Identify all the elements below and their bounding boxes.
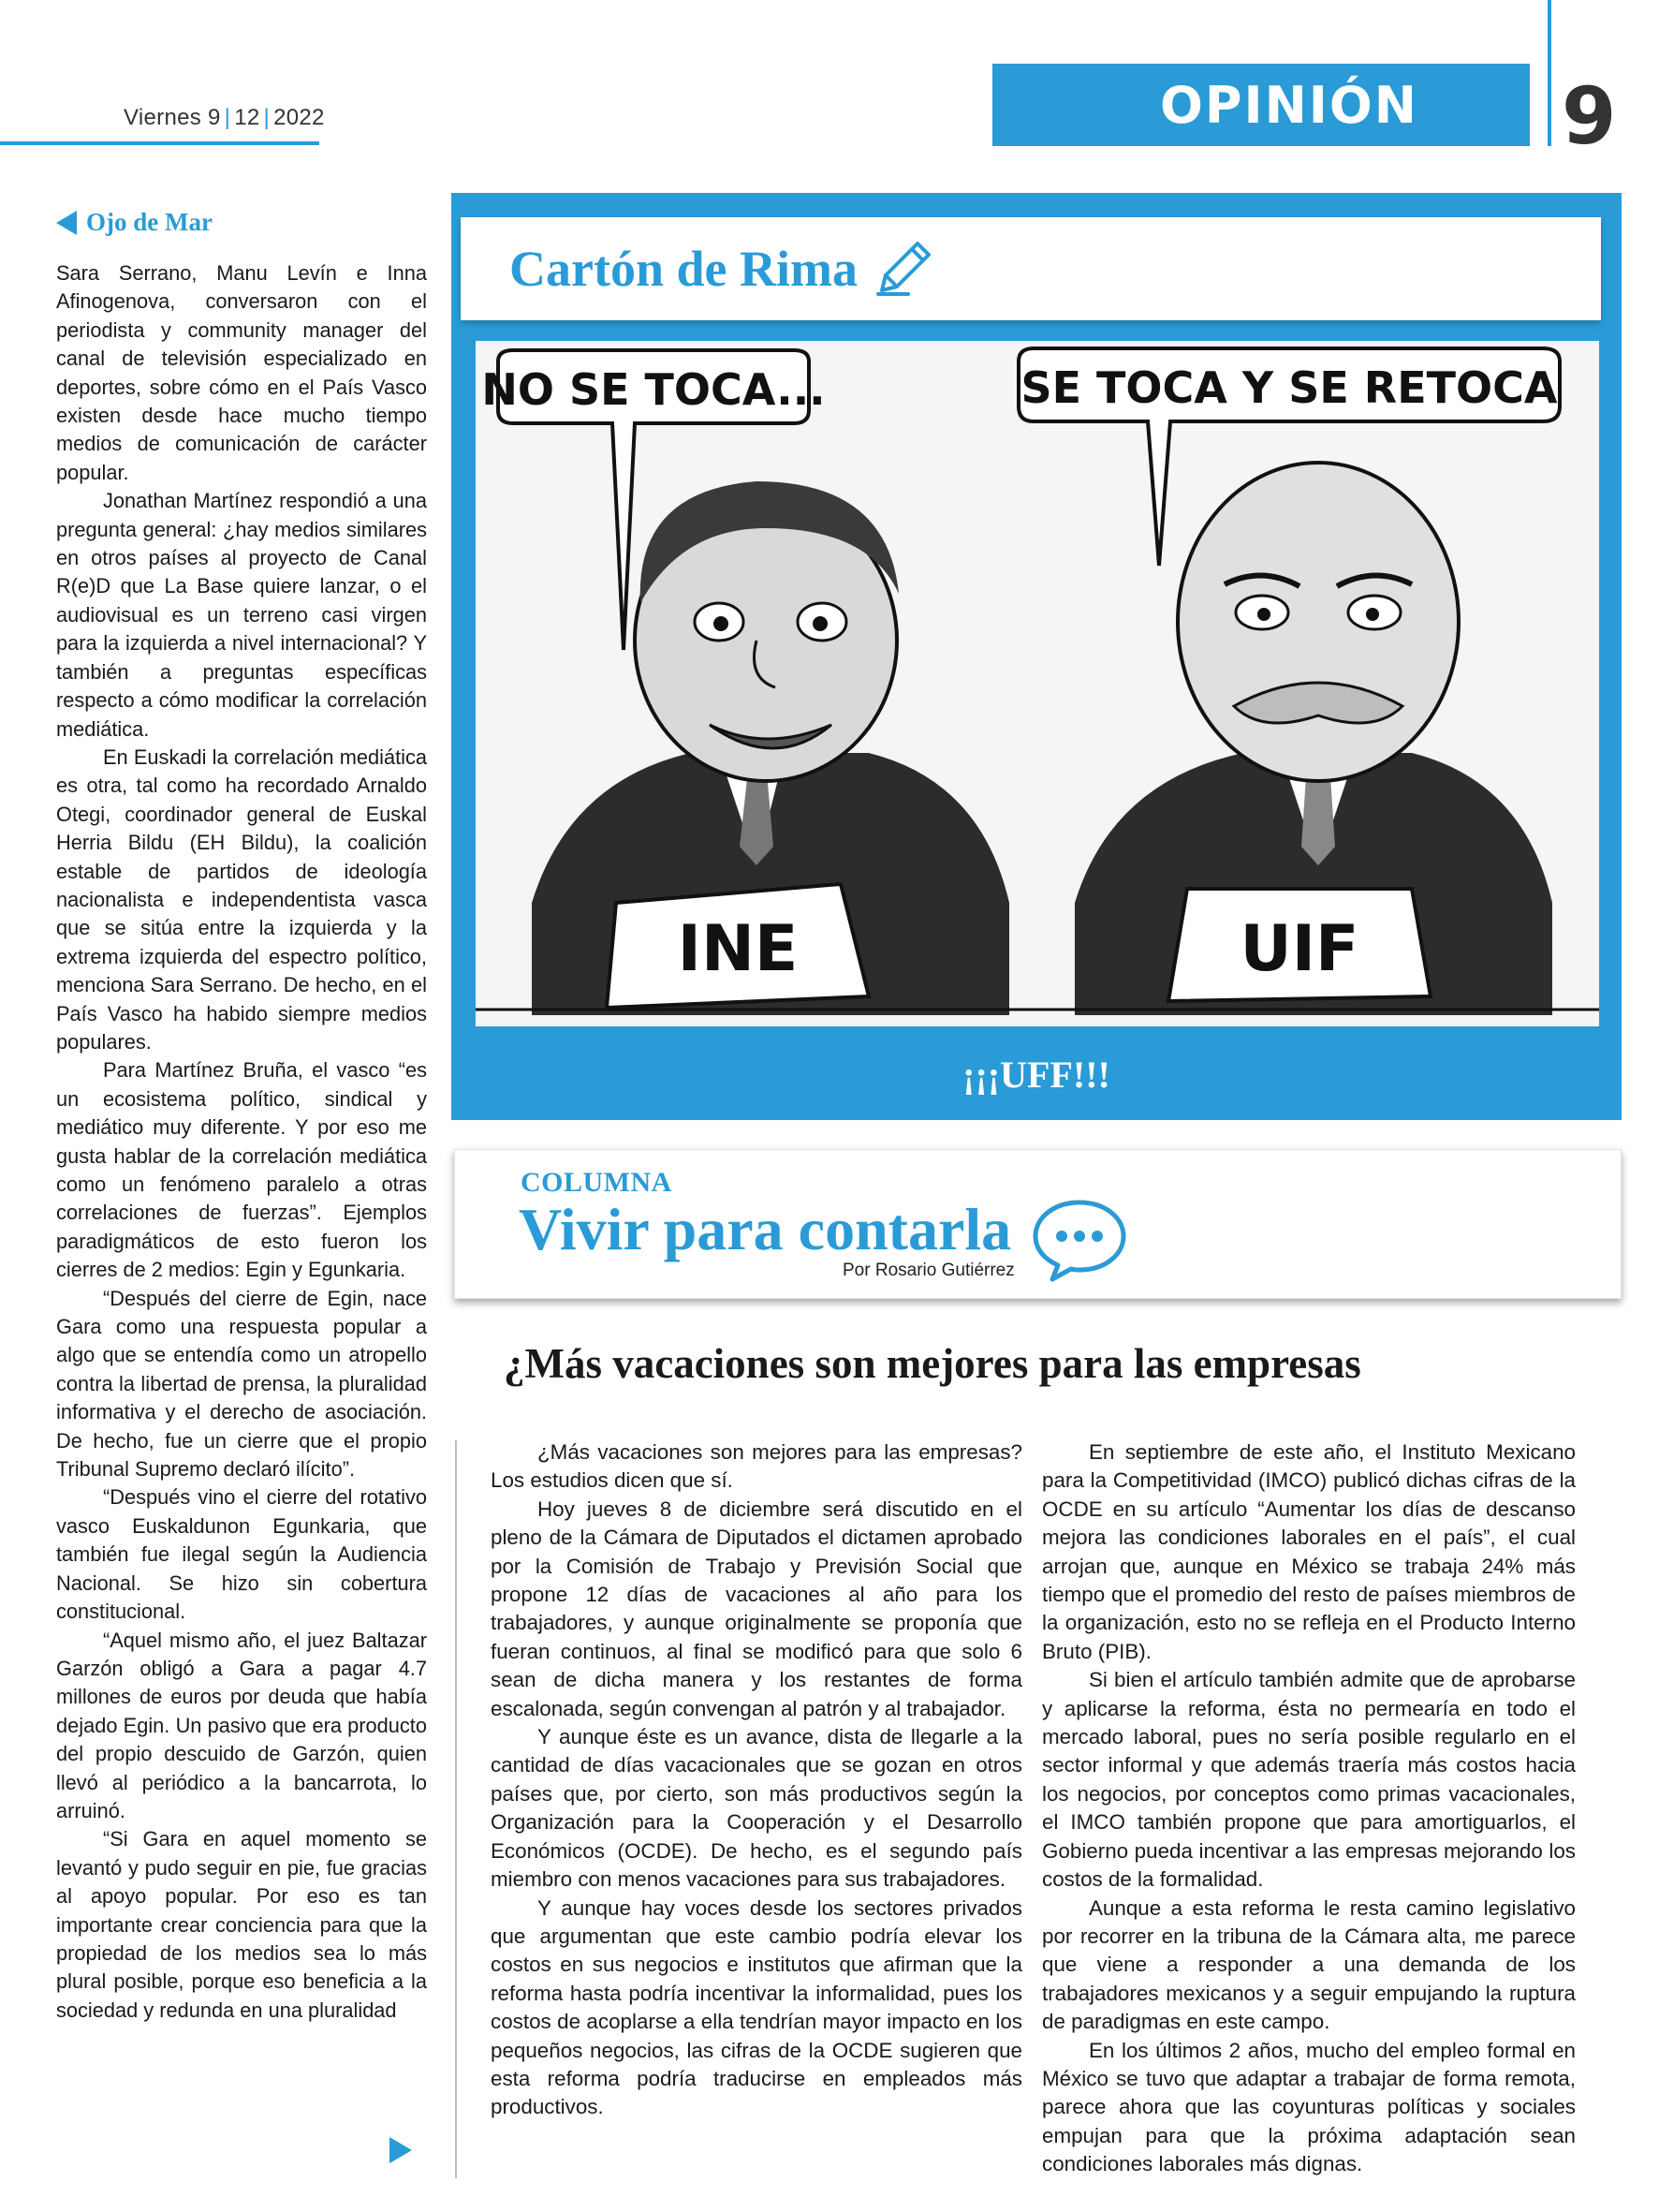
bubble-right-text: SE TOCA Y SE RETOCA xyxy=(1020,362,1558,413)
left-column xyxy=(56,208,427,2025)
column-kicker xyxy=(56,208,427,237)
paragraph: Para Martínez Bruña, el vasco “es un ecosistema político, sindical y mediático muy diferente. Y por eso me gusta hablar de la correlación mediática como un fenómeno paralelo a otras correlaciones de fuerzas”. Ejemplos paradigmáticos de esto fueron los cierres de 2 medios: Egin y Egunkaria. xyxy=(56,1058,427,1282)
paragraph: En septiembre de este año, el Instituto Mexicano para la Competitividad (IMCO) publicó dichas cifras de la OCDE en su artículo “Aumentar los días de descanso mejora las condiciones laborales en el país”, el cual arrojan que, aunque en México se trabaja 24% más tiempo que el promedio del resto de países miembros de la organización, esto no se refleja en el Producto Interno Bruto (PIB). xyxy=(1042,1440,1576,1663)
pencil-icon xyxy=(871,236,936,302)
paragraph: En Euskadi la correlación mediática es otra, tal como ha recordado Arnaldo Otegi, coordinador general de Euskal Herria Bildu (EH Bildu), la coalición estable de partidos de ideología nacionalista e independentista vasca que se sitúa entre la izquierda y la extrema izquierda del espectro político, menciona Sara Serrano. De hecho, en el País Vasco ha habido siempre medios populares. xyxy=(56,745,427,1054)
page-number: 9 xyxy=(1562,70,1617,162)
bubble-left-text: NO SE TOCA... xyxy=(481,364,826,415)
placard-ine-label: INE xyxy=(677,912,799,986)
paragraph: Aunque a esta reforma le resta camino legislativo por recorrer en la tribuna de la Cámara alta, me parece que viene a responder a una demanda de los trabajadores mexicanos y a seguir empujando la ruptura de paradigmas en este campo. xyxy=(1042,1895,1576,2034)
placard-ine xyxy=(607,884,869,1008)
section-title: OPINIÓN xyxy=(1160,75,1418,135)
column-divider xyxy=(455,1440,457,2178)
cartoon-illustration xyxy=(476,341,1599,1026)
column-author: Por Rosario Gutiérrez xyxy=(843,1261,1015,1280)
cartoon-panel xyxy=(451,193,1622,1120)
paragraph: Sara Serrano, Manu Levín e Inna Afinogenova, conversaron con el periodista y community manager del canal de televisión especializado en deportes, sobre cómo en el País Vasco existen desde hace mucho tiempo medios de comunicación de carácter popular. xyxy=(56,261,427,484)
triangle-left-icon xyxy=(56,211,77,235)
header-rule xyxy=(0,141,319,145)
issue-date: Viernes 9 | 12 | 2022 xyxy=(124,105,325,130)
article-headline: ¿Más vacaciones son mejores para las empresas xyxy=(504,1340,1361,1387)
column-banner xyxy=(454,1149,1622,1299)
chat-bubble-icon xyxy=(1028,1197,1131,1283)
cartoon-title: Cartón de Rima xyxy=(509,241,858,297)
paragraph: En los últimos 2 años, mucho del empleo formal en México se tuvo que adaptar a trabajar de forma remota, parece ahora que las coyunturas políticas y sociales empujan para que la próxima adaptación sean condiciones laborales más dignas. xyxy=(1042,2038,1576,2176)
kicker-label: Ojo de Mar xyxy=(86,208,213,236)
section-banner xyxy=(992,64,1530,146)
paragraph: Jonathan Martínez respondió a una pregunta general: ¿hay medios similares en otros países al proyecto de Canal R(e)D que La Base quiere lanzar, o el audiovisual es un terreno casi virgen para la izquierda a nivel internacional? Y también a preguntas específicas respecto a cómo modificar la correlación mediática. xyxy=(56,489,427,741)
cartoon-caption: ¡¡¡UFF!!! xyxy=(962,1054,1110,1096)
article-column-1 xyxy=(491,1438,1022,2122)
paragraph: Y aunque hay voces desde los sectores privados que argumentan que este cambio podría elevar los costos en sus negocios e institutos que afirman que la reforma hasta podría incentivar la informalidad, pues los costos de acoplarse a ella tendrían mayor impacto en los pequeños negocios, las cifras de la OCDE sugieren que esta reforma podría traducirse en empleados más productivos. xyxy=(491,1895,1022,2119)
cartoon-title-bar xyxy=(461,217,1601,320)
paragraph: “Si Gara en aquel momento se levantó y pudo seguir en pie, fue gracias al apoyo popular. Por eso es tan importante crear conciencia para que la propiedad de los medios sea lo más plural posible, porque eso beneficia a la sociedad y redunda en una pluralidad xyxy=(56,1827,427,2022)
column-name: Vivir para contarla xyxy=(519,1196,1012,1262)
paragraph: Y aunque éste es un avance, dista de llegarle a la cantidad de días vacacionales que se gozan en otros países que, por cierto, son más productivos según la Organización para la Cooperación y el Desarrollo Económicos (OCDE). De hecho, es el segundo país miembro con menos vacaciones para sus trabajadores. xyxy=(491,1725,1022,1892)
paragraph: Hoy jueves 8 de diciembre será discutido en el pleno de la Cámara de Diputados el dictamen aprobado por la Comisión de Trabajo y Previsión Social que propone 12 días de vacaciones al año para los trabajadores, y aunque originalmente se proponía que fueran continuos, al final se modificó para que solo 6 sean de dicha manera y los restantes de forma escalonada, según convengan al patrón y al trabajador. xyxy=(491,1497,1022,1720)
column-label: COLUMNA xyxy=(521,1167,672,1198)
paragraph: “Después vino el cierre del rotativo vasco Euskaldunon Egunkaria, que también fue ilegal según la Audiencia Nacional. Se hizo sin cobertura constitucional. xyxy=(56,1485,427,1624)
paragraph: ¿Más vacaciones son mejores para las empresas? Los estudios dicen que sí. xyxy=(491,1440,1022,1493)
continue-arrow-icon xyxy=(389,2137,412,2163)
paragraph: Si bien el artículo también admite que de aprobarse y aplicarse la reforma, ésta no permearía en todo el mercado laboral, pues no sería posible regularlo en el sector informal y que además traería más costos hacia los negocios, por conceptos como primas vacacionales, el IMCO también propone que para amortiguarlos, el Gobierno pueda incentivar a las empresas mejorando los costos de la formalidad. xyxy=(1042,1668,1576,1892)
placard-uif-label: UIF xyxy=(1240,912,1359,986)
placard-uif xyxy=(1168,889,1431,1001)
article-column-2 xyxy=(1042,1438,1576,2179)
header-vertical-rule xyxy=(1548,0,1551,146)
paragraph: “Después del cierre de Egin, nace Gara como una respuesta popular a algo que se entendía como un atropello contra la libertad de prensa, la pluralidad informativa y el derecho de asociación. De hecho, fue un cierre que el propio Tribunal Supremo declaró ilícito”. xyxy=(56,1286,427,1482)
left-column-body xyxy=(56,259,427,2025)
paragraph: “Aquel mismo año, el juez Baltazar Garzón obligó a Gara a pagar 4.7 millones de euros por deuda que había dejado Egin. Un pasivo que era producto del propio descuido de Garzón, quien llevó al periódico a la bancarrota, lo arruinó. xyxy=(56,1628,427,1822)
